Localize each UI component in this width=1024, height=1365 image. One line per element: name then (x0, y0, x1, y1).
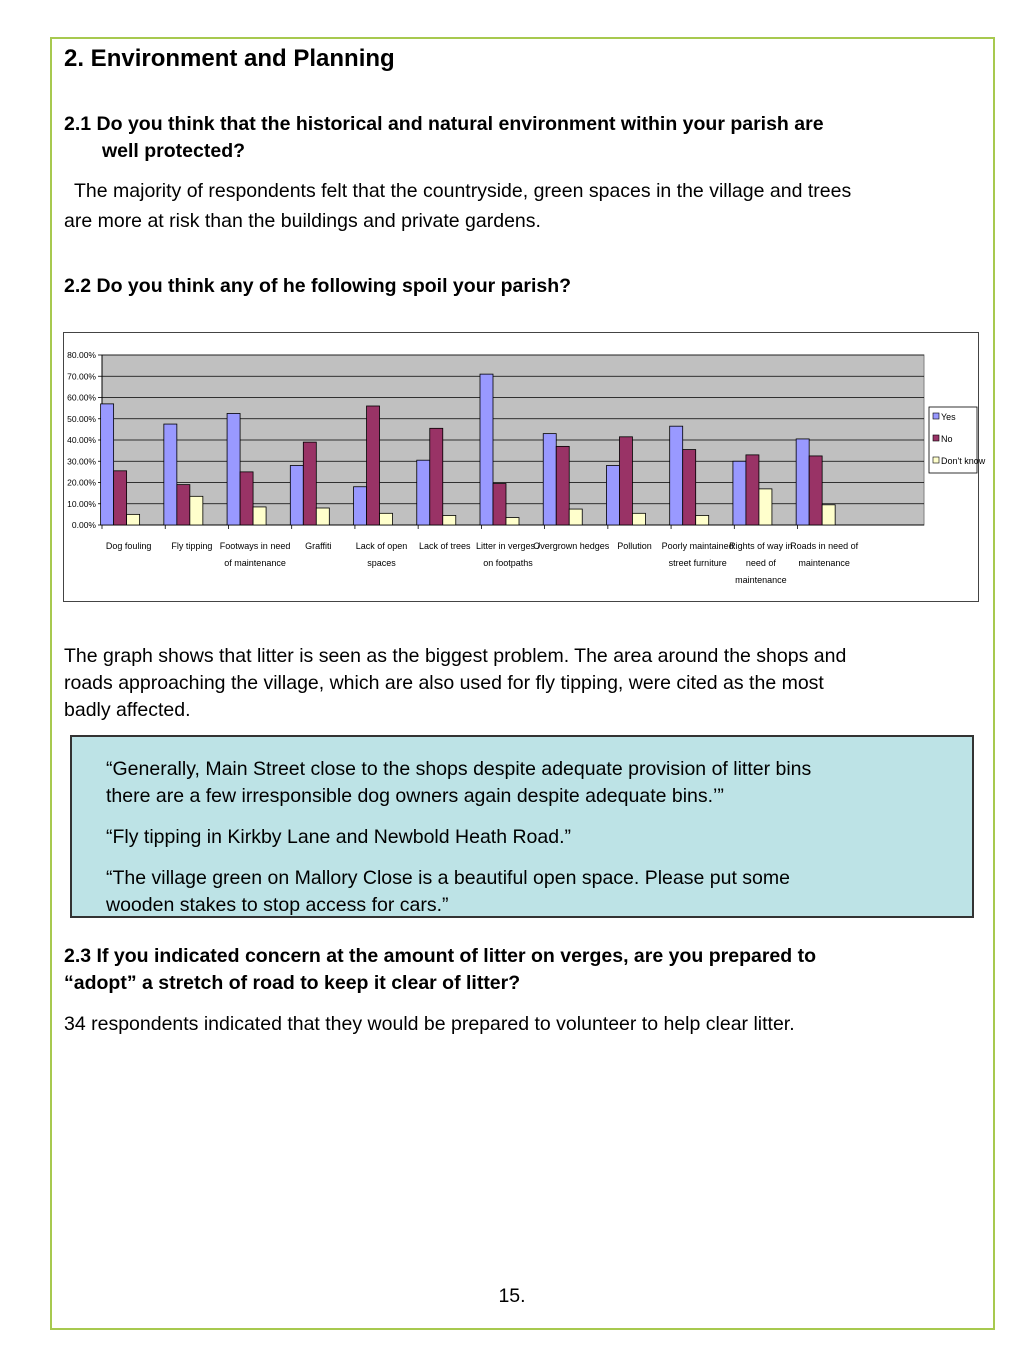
bar-yes-3 (290, 466, 303, 526)
bar-yes-0 (101, 404, 114, 525)
quote-1 (106, 756, 946, 810)
bar-don-t-know-0 (127, 514, 140, 525)
x-category-label: street furniture (668, 558, 727, 568)
bar-yes-11 (796, 439, 809, 525)
question-2-3 (64, 943, 816, 997)
legend-label: Don't know (941, 456, 986, 466)
x-category-label: maintenance (735, 575, 787, 585)
y-tick-label: 50.00% (67, 413, 96, 424)
bar-yes-1 (164, 424, 177, 525)
quote-1-line2: there are a few irresponsible dog owners again despite adequate bins.’” (106, 785, 724, 807)
x-category-label: Rights of way in (729, 541, 793, 551)
bar-yes-6 (480, 374, 493, 525)
legend-swatch (933, 457, 939, 463)
bar-yes-10 (733, 461, 746, 525)
answer-2-1-line1: The majority of respondents felt that the countryside, green spaces in the village and trees (74, 180, 852, 202)
question-2-1-number: 2.1 (64, 113, 92, 135)
bar-no-3 (303, 442, 316, 525)
legend-label: No (941, 434, 953, 444)
graph-commentary-line2: roads approaching the village, which are also used for fly tipping, were cited as the most (64, 672, 824, 694)
bar-yes-5 (417, 460, 430, 525)
bar-no-8 (619, 437, 632, 525)
x-category-label: Footways in need (219, 541, 291, 551)
bar-no-0 (114, 471, 127, 525)
quote-3-line2: wooden stakes to stop access for cars.” (106, 894, 449, 916)
x-category-label: spaces (367, 558, 396, 568)
y-tick-label: 30.00% (67, 456, 96, 467)
graph-commentary-line1: The graph shows that litter is seen as the biggest problem. The area around the shops and (64, 645, 847, 667)
y-tick-label: 40.00% (67, 435, 96, 445)
y-tick-label: 70.00% (67, 371, 96, 382)
question-2-1-line1: Do you think that the historical and natural environment within your parish are (96, 113, 824, 135)
bar-no-4 (367, 406, 380, 525)
bar-don-t-know-2 (253, 507, 266, 525)
bar-don-t-know-1 (190, 496, 203, 525)
y-tick-label: 20.00% (67, 477, 96, 488)
question-2-1 (64, 111, 824, 165)
legend-label: Yes (941, 412, 956, 422)
bar-chart (64, 333, 986, 601)
chart-container (63, 332, 986, 602)
y-tick-label: 60.00% (67, 392, 96, 403)
bar-don-t-know-5 (443, 515, 456, 525)
y-tick-label: 0.00% (71, 520, 96, 530)
quote-1-line1: “Generally, Main Street close to the shops despite adequate provision of litter bins (106, 758, 812, 780)
answer-2-1 (64, 176, 851, 236)
bar-yes-7 (543, 434, 556, 525)
bar-yes-2 (227, 413, 240, 525)
x-category-label: Lack of trees (419, 541, 471, 551)
bar-yes-4 (354, 487, 367, 525)
bar-don-t-know-6 (506, 518, 519, 525)
bar-don-t-know-9 (696, 515, 709, 525)
y-tick-label: 10.00% (67, 498, 96, 509)
bar-no-11 (809, 456, 822, 525)
bar-yes-8 (606, 466, 619, 526)
x-category-label: Pollution (617, 541, 652, 551)
bar-no-5 (430, 428, 443, 525)
x-category-label: of maintenance (224, 558, 286, 568)
graph-commentary (64, 643, 846, 724)
question-2-3-line2: “adopt” a stretch of road to keep it clear of litter? (64, 972, 521, 994)
x-category-label: Roads in need of (790, 541, 859, 551)
x-category-label: on footpaths (483, 558, 533, 568)
x-category-label: Litter in verges / (475, 541, 541, 551)
question-2-2: 2.2 Do you think any of he following spoil your parish? (64, 275, 572, 297)
page-number: 15. (498, 1285, 526, 1307)
bar-no-10 (746, 455, 759, 525)
question-2-3-line1: 2.3 If you indicated concern at the amount of litter on verges, are you prepared to (64, 945, 816, 967)
y-tick-label: 80.00% (67, 350, 96, 360)
quote-3-line1: “The village green on Mallory Close is a beautiful open space. Please put some (106, 867, 790, 889)
graph-commentary-line3: badly affected. (64, 699, 191, 721)
bar-don-t-know-4 (380, 513, 393, 525)
x-category-label: Fly tipping (171, 541, 213, 551)
bar-yes-9 (670, 426, 683, 525)
quote-2: “Fly tipping in Kirkby Lane and Newbold Heath Road.” (106, 826, 572, 848)
legend-swatch (933, 435, 939, 441)
bar-no-6 (493, 484, 506, 525)
bar-no-7 (556, 446, 569, 525)
bar-don-t-know-3 (316, 508, 329, 525)
bar-no-1 (177, 485, 190, 525)
bar-don-t-know-7 (569, 509, 582, 525)
bar-don-t-know-11 (822, 505, 835, 525)
answer-2-1-line2: are more at risk than the buildings and private gardens. (64, 210, 541, 232)
x-category-label: Overgrown hedges (533, 541, 610, 551)
bar-don-t-know-8 (632, 513, 645, 525)
answer-2-3: 34 respondents indicated that they would be prepared to volunteer to help clear litter. (64, 1013, 795, 1035)
legend-swatch (933, 413, 939, 419)
x-category-label: Poorly maintained (661, 541, 734, 551)
x-category-label: Graffiti (305, 541, 332, 551)
section-title: 2. Environment and Planning (64, 45, 395, 72)
x-category-label: need of (745, 558, 776, 568)
question-2-1-line2: well protected? (102, 140, 246, 162)
x-category-label: maintenance (798, 558, 850, 568)
quote-3 (106, 865, 946, 919)
x-category-label: Dog fouling (105, 541, 152, 551)
bar-don-t-know-10 (759, 489, 772, 525)
bar-no-2 (240, 472, 253, 525)
bar-no-9 (683, 450, 696, 525)
x-category-label: Lack of open (355, 541, 408, 551)
